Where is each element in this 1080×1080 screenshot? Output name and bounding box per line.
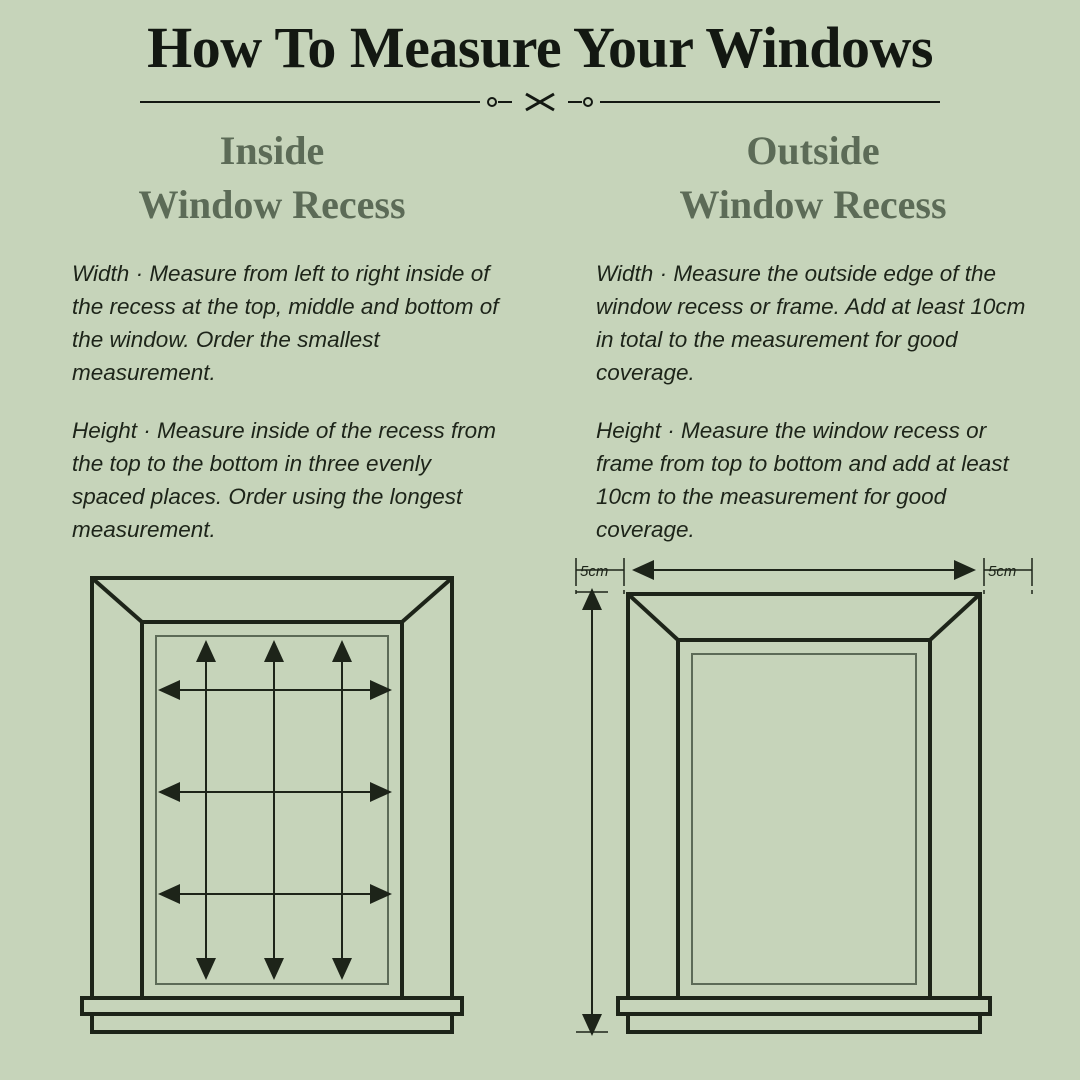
column-inside-recess	[0, 124, 540, 547]
outside-recess-window-diagram	[562, 548, 1042, 1048]
left-margin-label: 5cm	[580, 563, 609, 580]
right-margin-label: 5cm	[988, 563, 1017, 580]
outside-height-paragraph	[596, 415, 1040, 546]
ornament-divider	[140, 92, 940, 112]
inside-width-text: Measure from left to right inside of the recess at the top, middle and bottom of the window. Order the smallest measurement.	[72, 261, 499, 385]
outside-width-text: Measure the outside edge of the window recess or frame. Add at least 10cm in total to the measurement for good coverage.	[596, 261, 1026, 385]
outside-height-label: Height ·	[596, 418, 682, 444]
inside-height-paragraph	[72, 415, 500, 546]
column-heading-inside	[72, 124, 500, 232]
column-outside-recess	[540, 124, 1080, 547]
inside-recess-window-diagram	[60, 560, 500, 1040]
inside-width-paragraph	[72, 258, 500, 389]
outside-height-text: Measure the window recess or frame from top to bottom and add at least 10cm to the measurement for good coverage.	[596, 418, 1009, 542]
page-title: How To Measure Your Windows	[147, 15, 933, 80]
column-heading-outside-line2: Window Recess	[679, 182, 947, 227]
column-heading-inside-line2: Window Recess	[138, 182, 406, 227]
inside-height-label: Height ·	[72, 418, 158, 444]
figures-container	[0, 548, 1080, 1080]
column-heading-outside	[596, 124, 1040, 232]
outside-width-paragraph	[596, 258, 1040, 389]
inside-width-label: Width ·	[72, 261, 150, 286]
outside-width-label: Width ·	[596, 261, 674, 286]
column-heading-outside-line1: Outside	[746, 128, 880, 173]
inside-height-text: Measure inside of the recess from the top to the bottom in three evenly spaced places. Order using the longest measurement.	[72, 418, 496, 542]
column-heading-inside-line1: Inside	[219, 128, 325, 173]
columns-container	[0, 124, 1080, 547]
